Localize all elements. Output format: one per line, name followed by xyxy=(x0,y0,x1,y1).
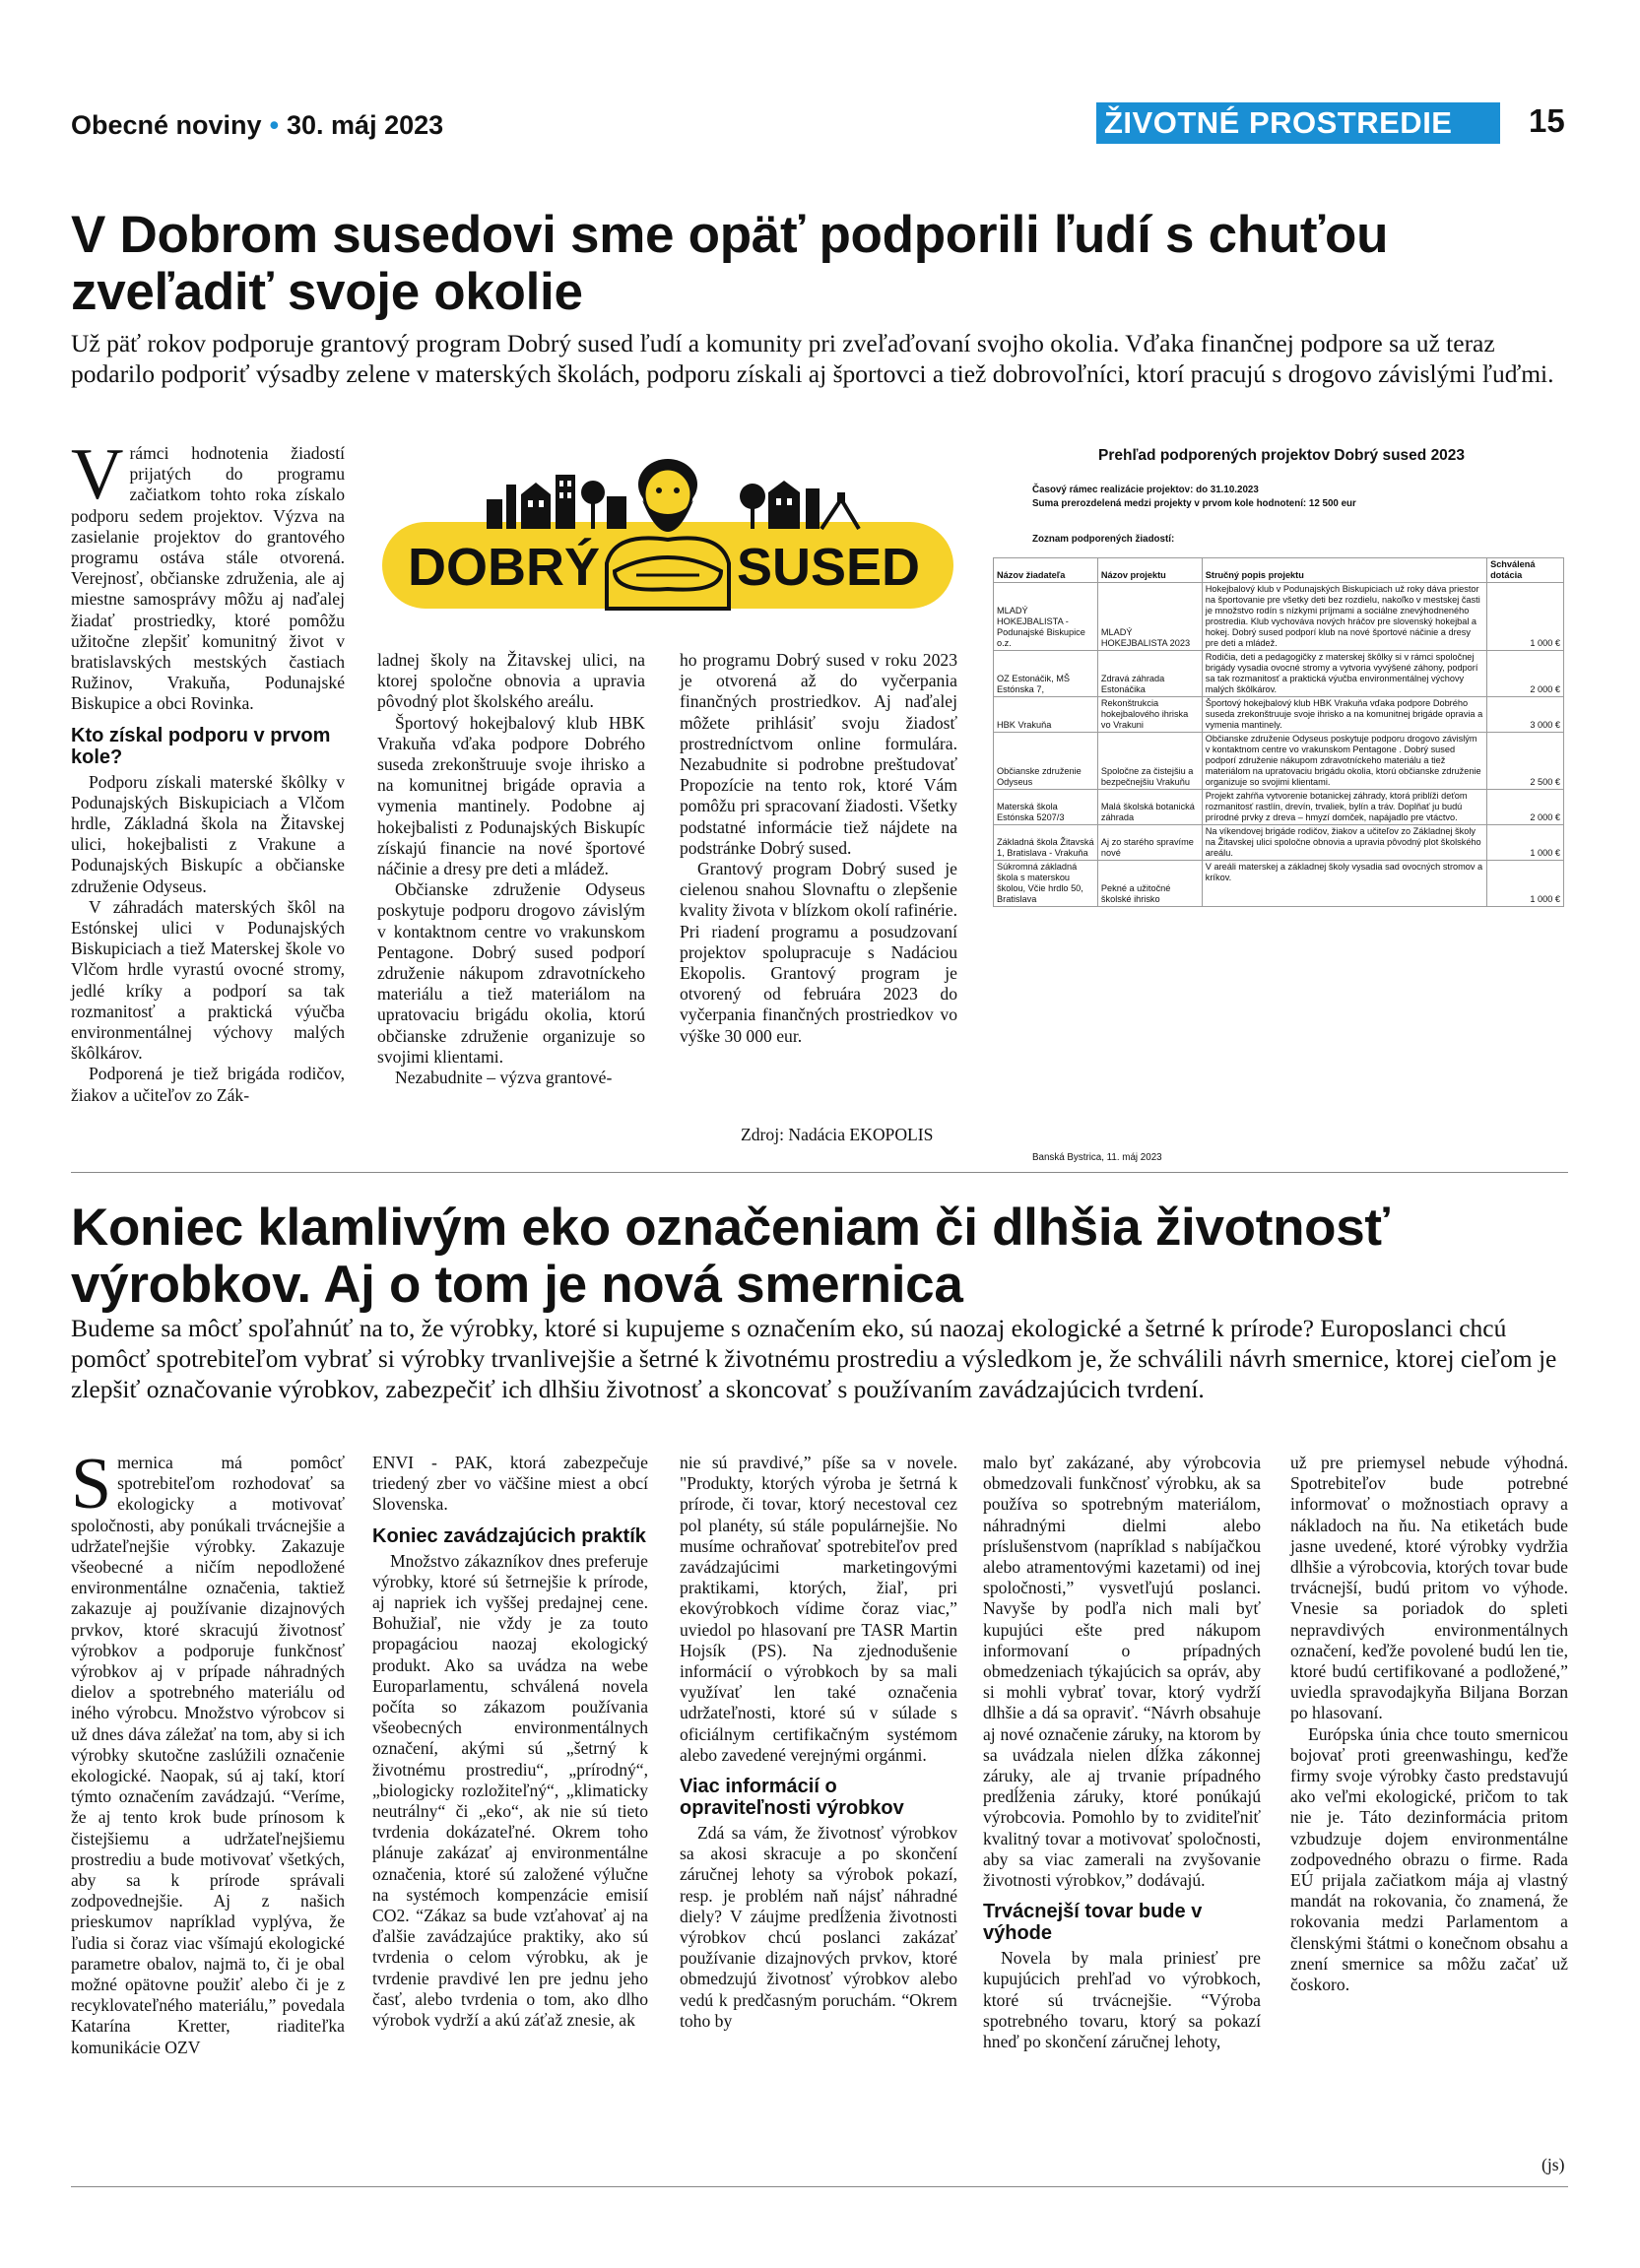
table-cell: Zdravá záhrada Estonáčika xyxy=(1097,651,1202,697)
article1-lead: Už päť rokov podporuje grantový program Dobrý sused ľudí a komunity pri zveľaďovaní svojho okolia. Vďaka finančnej podpore sa už teraz podarilo podporiť výsadby zelene v materských školách, podporu získali aj športovci a tiež dobrovoľníci, ktorí pracujú s drogovo závislými ľuďmi. xyxy=(71,329,1554,388)
paper-name: Obecné noviny xyxy=(71,110,262,140)
article2-subheading-3: Trvácnejší tovar bude v výhode xyxy=(983,1901,1203,1945)
table-cell: Malá školská botanická záhrada xyxy=(1097,790,1202,825)
table-title: Prehľad podporených projektov Dobrý sused 2023 xyxy=(1098,447,1466,464)
article2-col5-p2: Európska únia chce touto smernicou bojovať proti greenwashingu, keďže firmy svoje výrobky často predstavujú ako veľmi ekologické, pričom to tak nie je. Táto dezinformácia pritom vzbudzuje dojem environmentálne zodpovedného obrazu o firme. Rada EÚ prijala začiatkom mája aj vlastný mandát na rokovania, čo znamená, že rokovania medzi Parlamentom a členskými štátmi o konečnom obsahu a znení smernice sa môžu začať už čoskoro. xyxy=(1290,1723,1568,1995)
article2-col3-p1: nie sú pravdivé,” píše sa v novele. "Produkty, ktorých výroba je šetrná k prírode, či tovar, ktorý necestoval cez pol planéty, sú stále populárnejšie. No musíme ochraňovať spotrebiteľov pred zavádzajúcimi marketingovými praktikami, ktorých, žiaľ, pri ekovýrobkoch vídime čoraz viac,” uviedol po hlasovaní pre TASR Martin Hojsík (PS). Na zjednodušenie informácií o výrobkoch by sa mali využívať len také označenia udržateľnosti, ktoré sú v súlade s oficiálnym certifikačným systémom alebo zavedené verejnými orgánmi. xyxy=(680,1453,957,1765)
table-row xyxy=(994,790,1564,825)
table-header-cell: Názov žiadateľa xyxy=(994,558,1098,583)
article2-col3-p2: Zdá sa vám, že životnosť výrobkov sa akosi skracuje a po skončení záručnej lehoty sa výrobok pokazí, resp. je problém naň nájsť náhradné diely? V záujme predĺženia životnosti výrobkov chcú poslanci zakázať používanie dizajnových prvkov, ktoré obmedzujú životnosť výrobkov alebo vedú k predčasným poruchám. “Okrem toho by xyxy=(680,1823,957,2031)
logo-graphic xyxy=(378,445,957,615)
table-cell: 1 000 € xyxy=(1487,583,1564,651)
logo-word-right: SUSED xyxy=(737,538,921,597)
logo-word-left: DOBRÝ xyxy=(408,538,601,597)
masthead xyxy=(71,110,443,141)
article2-column-1 xyxy=(71,1444,345,2058)
article1-col1-p2: Podporu získali materské škôlky v Podunajských Biskupiciach a Vlčom hrdle, Základná škola na Žitavskej ulici, hokejbalisti z Vrakune a Podunajských Biskupíc a občianske združenie Odyseus. xyxy=(71,771,345,896)
table-header-cell: Názov projektu xyxy=(1097,558,1202,583)
table-cell: Hokejbalový klub v Podunajských Biskupiciach už roky dáva priestor na športovanie pre všetky deti bez rozdielu, nakoľko v mestskej časti je množstvo rodín s nízkymi príjmami a sociálne znevýhodneného prostredia. Klub vychováva nových hráčov pre slovenský hokejbal a hokej. Dobrý sused podporí klub na nové športové náčinie a dresy pre deti a mládež. xyxy=(1202,583,1486,651)
article1-dropcap: V xyxy=(71,434,124,515)
article1-col3-p2: Grantový program Dobrý sused je cielenou snahou Slovnaftu o zlepšenie kvality života v blízkom okolí rafinérie. Pri riadení programu a posudzovaní projektov spolupracuje s Nadáciou Ekopolis. Grantový program je otvorený od februára 2023 do vyčerpania finančných prostriedkov vo výške 30 000 eur. xyxy=(680,859,957,1046)
table-cell: Aj zo starého spravíme nové xyxy=(1097,825,1202,861)
article2-column-4 xyxy=(983,1453,1261,2052)
table-cell: 2 500 € xyxy=(1487,733,1564,790)
article2-col4-p1: malo byť zakázané, aby výrobcovia obmedzovali funkčnosť výrobku, ak sa používa so spotrebným materiálom, náhradnými dielmi alebo príslušenstvom (napríklad s nabíjačkou alebo atramentovými kazetami) od inej spoločnosti,” vysvetľujú poslanci. Navyše by podľa nich mali byť kupujúci ešte pred nákupom informovaní o prípadných obmedzeniach týkajúcich sa opráv, aby si mohli vybrať tovar, ktorý vydrží dlhšie a dá sa opraviť. “Návrh obsahuje aj nové označenie záruky, na ktorom by sa uvádzala nielen dĺžka zákonnej záruky, ale aj trvanie prípadného predĺženia záruky, ktoré ponúkajú výrobcovia. Pomohlo by to zviditeľniť kvalitný tovar a motivovať spoločnosti, aby sa viac zamerali na zvyšovanie životnosti výrobkov,” dodávajú. xyxy=(983,1453,1261,1891)
table-cell: Spoločne za čistejšiu a bezpečnejšiu Vrakuňu xyxy=(1097,733,1202,790)
article1-col1-p3: V záhradách materských škôl na Estónskej ulici v Podunajských Biskupiciach a tiež Materskej škole vo Vlčom hrdle vyrastú ovocné stromy, jedlé kríky a podporí sa tak rozmanitosť a praktická výučba environmentálnej výchovy malých škôlkárov. xyxy=(71,896,345,1064)
article1-col1-p1: rámci hodnotenia žiadostí prijatých do programu začiatkom tohto roka získalo podporu sedem projektov. Výzva na zasielanie projektov do grantového programu ostáva stále otvorená. Verejnosť, občianske združenia, ale aj miestne samosprávy môžu aj naďalej žiadať prostriedky, ktoré pomôžu užitočne zlepšiť komunitný život v bratislavských mestských častiach Ružinov, Vrakuňa, Podunajské Biskupice a obci Rovinka. xyxy=(71,443,345,714)
grants-table xyxy=(993,557,1564,907)
article1-col2-p3: Občianske združenie Odyseus poskytuje podporu drogovo závislým v kontaktnom centre vo vrakunskom Pentagone. Dobrý sused podporí združenie nákupom zdravotníckeho materiálu a tiež materiálom na upratovaciu brigádu okolia, ktorú občianske združenie organizuje so svojimi klientami. xyxy=(377,879,645,1067)
article2-title-line1: Koniec klamlivým eko označeniam či dlhšia životnosť xyxy=(71,1199,1390,1257)
article2-col5-p1: už pre priemysel nebude výhodná. Spotrebiteľov bude potrebné informovať o možnostiach opravy a nákladoch na ňu. Na etiketách bude jasne uvedené, ktoré výrobky vydržia dlhšie a výrobcovia, ktorých tovar bude trvácnejší, budú pritom vo výhode. Vnesie sa poriadok do spleti nepravdivých environmentálnych označení, keďže povolené budú len tie, ktoré budú certifikované a podložené,” uviedla spravodajkyňa Biljana Borzan po hlasovaní. xyxy=(1290,1453,1568,1723)
table-cell: Rodičia, deti a pedagogičky z materskej škôlky si v rámci spoločnej brigády vysadia ovocné stromy a vytvoria vyvýšené záhony, podporí sa tak rozmanitosť a praktická výučba environmentálnej výchovy malých škôlkárov. xyxy=(1202,651,1486,697)
table-header-cell: Schválená dotácia xyxy=(1487,558,1564,583)
table-cell: 1 000 € xyxy=(1487,861,1564,907)
table-row xyxy=(994,583,1564,651)
article1-column-3 xyxy=(680,650,957,1047)
issue-date: 30. máj 2023 xyxy=(287,110,444,140)
table-cell: MLADÝ HOKEJBALISTA 2023 xyxy=(1097,583,1202,651)
table-header-row xyxy=(994,558,1564,583)
article2-signoff: (js) xyxy=(1542,2155,1565,2174)
article1-col2-p1: ladnej školy na Žitavskej ulici, na ktorej spoločne obnovia a upravia pôvodný plot školského areálu. xyxy=(377,650,645,712)
table-cell: V areáli materskej a základnej školy vysadia sad ovocných stromov a kríkov. xyxy=(1202,861,1486,907)
table-cell: Materská škola Estónska 5207/3 xyxy=(994,790,1098,825)
table-cell: Občianske združenie Odyseus xyxy=(994,733,1098,790)
section-tag: ŽIVOTNÉ PROSTREDIE xyxy=(1096,102,1500,144)
table-header-cell: Stručný popis projektu xyxy=(1202,558,1486,583)
article1-column-1 xyxy=(71,434,345,1106)
table-cell: 3 000 € xyxy=(1487,697,1564,733)
article2-dropcap: S xyxy=(71,1444,112,1524)
article2-col2-p2: Množstvo zákazníkov dnes preferuje výrobky, ktoré sú šetrnejšie k prírode, aj napriek ich vyššej predajnej cene. Bohužiaľ, nie vždy je za touto propagáciou naozaj ekologický produkt. Ako sa uvádza na webe Europarlamentu, schválená novela počíta so zákazom používania všeobecných environmentálnych označení, akými sú „šetrný k životnému prostrediu“, „prírodný“, „biologicky rozložiteľný“, „klimaticky neutrálny“ či „eko“, ak nie sú tieto tvrdenia dokázateľné. Okrem toho plánuje zakázať aj environmentálne označenia, ktoré sú založené výlučne na systémoch kompenzácie emisií CO2. “Zákaz sa bude vzťahovať aj na ďalšie zavádzajúce praktiky, ako sú tvrdenia o celom výrobku, ak je tvrdenie pravdivé len pre jednu jeho časť, alebo tvrdenia o tom, ako dlho výrobok vydrží a akú záťaž znesie, ak xyxy=(372,1550,648,2031)
article2-column-5 xyxy=(1290,1453,1568,1995)
grants-table-figure xyxy=(985,441,1571,1163)
table-cell: Pekné a užitočné školské ihrisko xyxy=(1097,861,1202,907)
article2-col4-p2: Novela by mala priniesť pre kupujúcich prehľad vo výrobkoch, ktoré sú trvácnejšie. “Výroba spotrebného tovaru, ktorý sa pokazí hneď po skončení záručnej lehoty, xyxy=(983,1948,1261,2052)
article1-col2-p2: Športový hokejbalový klub HBK Vrakuňa vďaka podpore Dobrého suseda zrekonštruuje svoje ihrisko a na komunitnej brigáde opravia a vymenia mantinely. Podobne aj hokejbalisti z Podunajských Biskupíc získajú financie na nové športové náčinie a dresy pre deti a mládež. xyxy=(377,712,645,879)
table-cell: HBK Vrakuňa xyxy=(994,697,1098,733)
article2-subheading-2: Viac informácií o opraviteľnosti výrobkov xyxy=(680,1776,904,1820)
table-cell: MLADÝ HOKEJBALISTA - Podunajské Biskupice o.z. xyxy=(994,583,1098,651)
article1-source: Zdroj: Nadácia EKOPOLIS xyxy=(741,1125,934,1144)
table-row xyxy=(994,861,1564,907)
article2-title-line2: výrobkov. Aj o tom je nová smernica xyxy=(71,1256,963,1314)
article1-column-2 xyxy=(377,650,645,1088)
table-row xyxy=(994,651,1564,697)
table-cell: Občianske združenie Odyseus poskytuje podporu drogovo závislým v kontaktnom centre vo vrakunskom Pentagone . Dobrý sused podporí združenie nákupom zdravotníckeho materiálu a tiež materiálom na upratovaciu brigádu okolia, ktorú občianske združenie organizuje so svojimi klientami. xyxy=(1202,733,1486,790)
table-cell: 2 000 € xyxy=(1487,790,1564,825)
table-cell: Základná škola Žitavská 1, Bratislava - Vrakuňa xyxy=(994,825,1098,861)
article1-col1-p4: Podporená je tiež brigáda rodičov, žiakov a učiteľov zo Zák- xyxy=(71,1064,345,1105)
article2-col1-p1: mernica má pomôcť spotrebiteľom rozhodovať sa ekologicky a motivovať spoločnosti, aby ponúkali trvácnejšie a udržateľnejšie výrobky. Zakazuje všeobecné a ničím nepodložené environmentálne označenia, taktiež zakazuje aj používanie dizajnových prvkov, ktoré skracujú životnosť výrobkov a podporuje funkčnosť výrobkov aj v prípade náhradných dielov a spotrebného materiálu od iného výrobcu. Množstvo výrobcov si už dnes dáva záležať na tom, aby si ich výrobky skutočne zaslúžili označenie ekologické. Naopak, sú aj takí, ktorí týmto označením zavádzajú. “Veríme, že aj tento krok bude prínosom k čistejšiemu a udržateľnejšiemu prostrediu a bude motivovať všetkých, aby sa k prírode správali zodpovednejšie. Aj z našich prieskumov napríklad vyplýva, že ľudia si čoraz viac všímajú ekologické parametre obalov, najmä to, či je obal možné opätovne použiť alebo či je z recyklovateľného materiálu,” povedala Katarína Kretter, riaditeľka komunikácie OZV xyxy=(71,1453,345,2057)
table-cell: OZ Estonáčik, MŠ Estónska 7, xyxy=(994,651,1098,697)
article1-title-line1: V Dobrom susedovi sme opäť podporili ľudí s chuťou xyxy=(71,206,1389,264)
article1-title-line2: zveľadiť svoje okolie xyxy=(71,263,583,321)
table-cell: Súkromná základná škola s materskou školou, Včie hrdlo 50, Bratislava xyxy=(994,861,1098,907)
table-cell: Projekt zahŕňa vytvorenie botanickej záhrady, ktorá priblíži deťom rozmanitosť rastlín, drevín, trvaliek, bylín a tráv. Doplňať ju budú prírodné prvky z dreva – hmyzí domček, napájadlo pre vtáctvo. xyxy=(1202,790,1486,825)
dobry-sused-logo xyxy=(378,445,957,615)
table-cell: 2 000 € xyxy=(1487,651,1564,697)
section-divider xyxy=(71,1172,1568,1173)
article2-title xyxy=(71,1199,1389,1314)
article1-col3-p1: ho programu Dobrý sused v roku 2023 je otvorená až do vyčerpania finančných prostriedkov. Aj naďalej môžete prihlásiť svoju žiadosť prostredníctvom online formulára. Nezabudnite si podrobne preštudovať Propozície na tento rok, ktoré Vám pomôžu pri spracovaní žiadosti. Všetky podstatné informácie tiež nájdete na podstránke Dobrý sused. xyxy=(680,650,957,858)
table-cell: Na víkendovej brigáde rodičov, žiakov a učiteľov zo Základnej školy na Žitavskej ulici spoločne obnovia a upravia pôvodný plot školského areálu. xyxy=(1202,825,1486,861)
page-number: 15 xyxy=(1529,102,1565,139)
article2-lead: Budeme sa môcť spoľahnúť na to, že výrobky, ktoré si kupujeme s označením eko, sú naozaj ekologické a šetrné k prírode? Europoslanci chcú pomôcť spotrebiteľom vybrať si výrobky trvanlivejšie a šetrné k životnému prostrediu a výsledkom je, že schválili návrh smernice, ktorej cieľom je zlepšiť označovanie výrobkov, zabezpečiť ich dlhšiu životnosť a skoncovať s používaním zavádzajúcich tvrdení. xyxy=(71,1314,1557,1403)
table-cell: Rekonštrukcia hokejbalového ihriska vo Vrakuni xyxy=(1097,697,1202,733)
table-timeframe: Časový rámec realizácie projektov: do 31.10.2023 xyxy=(1032,485,1259,495)
article1-title xyxy=(71,207,1388,321)
table-cell: Športový hokejbalový klub HBK Vrakuňa vďaka podpore Dobrého suseda zrekonštruuje svoje ihrisko a na komunitnej brigáde opravia a vymenia mantinely. xyxy=(1202,697,1486,733)
table-total: Suma prerozdelená medzi projekty v prvom kole hodnotení: 12 500 eur xyxy=(1032,498,1356,509)
table-row xyxy=(994,825,1564,861)
article2-subheading-1: Koniec zavádzajúcich praktík xyxy=(372,1524,646,1547)
table-row xyxy=(994,697,1564,733)
article1-col2-p4: Nezabudnite – výzva grantové- xyxy=(395,1068,613,1088)
separator-dot: • xyxy=(269,110,280,140)
article2-col2-p1: ENVI - PAK, ktorá zabezpečuje triedený zber vo väčšine miest a obcí Slovenska. xyxy=(372,1453,648,1515)
article1-subheading: Kto získal podporu v prvom kole? xyxy=(71,724,331,768)
bottom-rule xyxy=(71,2186,1568,2187)
table-footer: Banská Bystrica, 11. máj 2023 xyxy=(1032,1152,1162,1163)
article2-column-2 xyxy=(372,1453,648,2031)
article2-column-3 xyxy=(680,1453,957,2032)
table-cell: 1 000 € xyxy=(1487,825,1564,861)
table-list-label: Zoznam podporených žiadostí: xyxy=(1032,534,1175,545)
table-row xyxy=(994,733,1564,790)
